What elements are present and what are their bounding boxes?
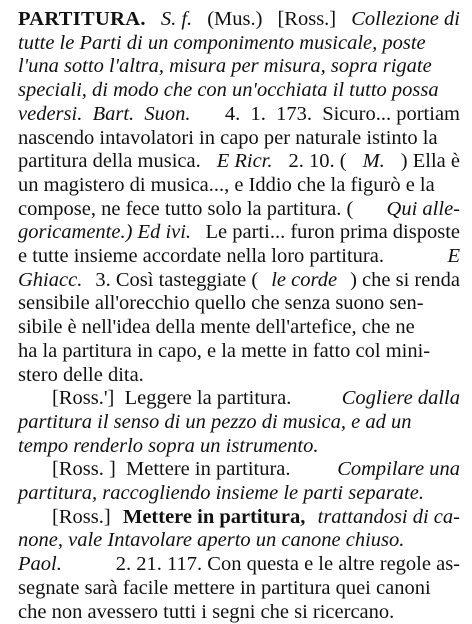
text-segment: stero delle dita. <box>18 363 144 386</box>
text-segment: tempo renderlo sopra un istrumento. <box>18 434 319 457</box>
text-line <box>18 78 460 102</box>
text-segment: [Ross. ] Mettere in partitura. <box>52 458 291 481</box>
text-line <box>18 363 460 387</box>
text-line <box>18 173 460 197</box>
text-segment: [Ross.'] Leggere la partitura. <box>52 387 292 410</box>
text-segment: 4. 1. 173. Sicuro... portiam <box>224 102 460 125</box>
text-line <box>52 386 460 410</box>
text-segment: E <box>447 245 460 267</box>
text-line <box>18 126 460 150</box>
text-segment: l'una sotto l'altra, misura per misura, sopra rigate <box>18 55 432 78</box>
text-line <box>18 102 460 126</box>
text-segment: ha la partitura in capo, e la mette in fatto col mini- <box>18 339 431 362</box>
text-line <box>18 268 460 292</box>
text-segment: tutte le Parti di un componimento musicale, poste <box>18 31 426 54</box>
text-segment: Collezione di <box>351 8 460 30</box>
text-segment: 2. 21. 117. Con questa e le altre regole as- <box>115 553 460 576</box>
text-segment: nascendo intavolatori in capo per naturale istinto la <box>18 126 438 149</box>
text-segment: [Ross.] <box>277 8 337 30</box>
text-segment: 2. 10. ( <box>288 150 347 173</box>
text-segment: Cogliere dalla <box>341 387 460 410</box>
text-segment: [Ross.] <box>52 505 111 528</box>
text-segment: un magistero di musica..., e Iddio che la figurò e la <box>18 173 435 196</box>
text-segment: le corde <box>271 268 338 291</box>
text-line <box>18 576 460 600</box>
text-segment: M. <box>362 150 385 173</box>
text-segment: segnate sarà facile mettere in partitura quei canoni <box>18 576 431 599</box>
text-line <box>18 600 460 624</box>
text-segment: speciali, di modo che con un'occhiata il tutto possa <box>18 79 439 102</box>
text-line <box>18 149 460 173</box>
text-segment: trattandosi di ca- <box>317 505 460 528</box>
text-line <box>18 220 460 244</box>
text-line <box>18 291 460 315</box>
text-segment: (Mus.) <box>207 8 263 30</box>
text-line <box>52 457 460 481</box>
text-segment: 3. Così tasteggiate ( <box>95 268 259 291</box>
text-segment: sibile è nell'idea della mente dell'artefice, che ne <box>18 316 415 339</box>
text-segment: e tutte insieme accordate nella loro partitura. <box>18 245 384 267</box>
text-segment: Compilare una <box>337 458 460 481</box>
text-line <box>18 410 460 434</box>
text-segment: Paol. <box>18 553 62 576</box>
text-segment: compose, ne fece tutto solo la partitura. ( <box>18 197 354 220</box>
text-line <box>18 481 460 505</box>
text-segment: E Ricr. <box>216 150 273 173</box>
text-segment: Le parti... furon prima disposte <box>205 221 460 244</box>
text-segment: none, vale Intavolare aperto un canone chiuso. <box>18 529 405 552</box>
text-segment: partitura, raccogliendo insieme le parti separate. <box>18 482 424 504</box>
text-line <box>18 339 460 363</box>
text-segment: ) che si renda <box>350 268 460 291</box>
text-segment: goricamente.) Ed ivi. <box>18 221 192 244</box>
text-segment: vedersi. Bart. Suon. <box>18 102 191 125</box>
text-segment: Qui alle- <box>386 197 460 220</box>
text-line <box>18 528 460 552</box>
text-segment: che non avessero tutti i segni che si ricercano. <box>18 600 395 623</box>
text-line <box>18 434 460 458</box>
text-line <box>18 315 460 339</box>
text-segment: PARTITURA. <box>18 8 146 30</box>
text-segment: Mettere in partitura, <box>122 505 306 528</box>
text-line <box>52 505 460 529</box>
text-line <box>18 7 460 31</box>
text-segment: partitura il senso di un pezzo di musica, e ad un <box>18 410 412 433</box>
text-line <box>18 244 460 268</box>
text-segment: ) Ella è <box>400 150 460 173</box>
text-segment: sensibile all'orecchio quello che senza suono sen- <box>18 292 424 315</box>
text-line <box>18 552 460 576</box>
text-segment: Ghiacc. <box>18 268 83 291</box>
text-segment: S. f. <box>160 8 193 30</box>
text-segment: partitura della musica. <box>18 150 201 173</box>
text-line <box>18 31 460 55</box>
text-line <box>18 54 460 78</box>
text-line <box>18 197 460 221</box>
